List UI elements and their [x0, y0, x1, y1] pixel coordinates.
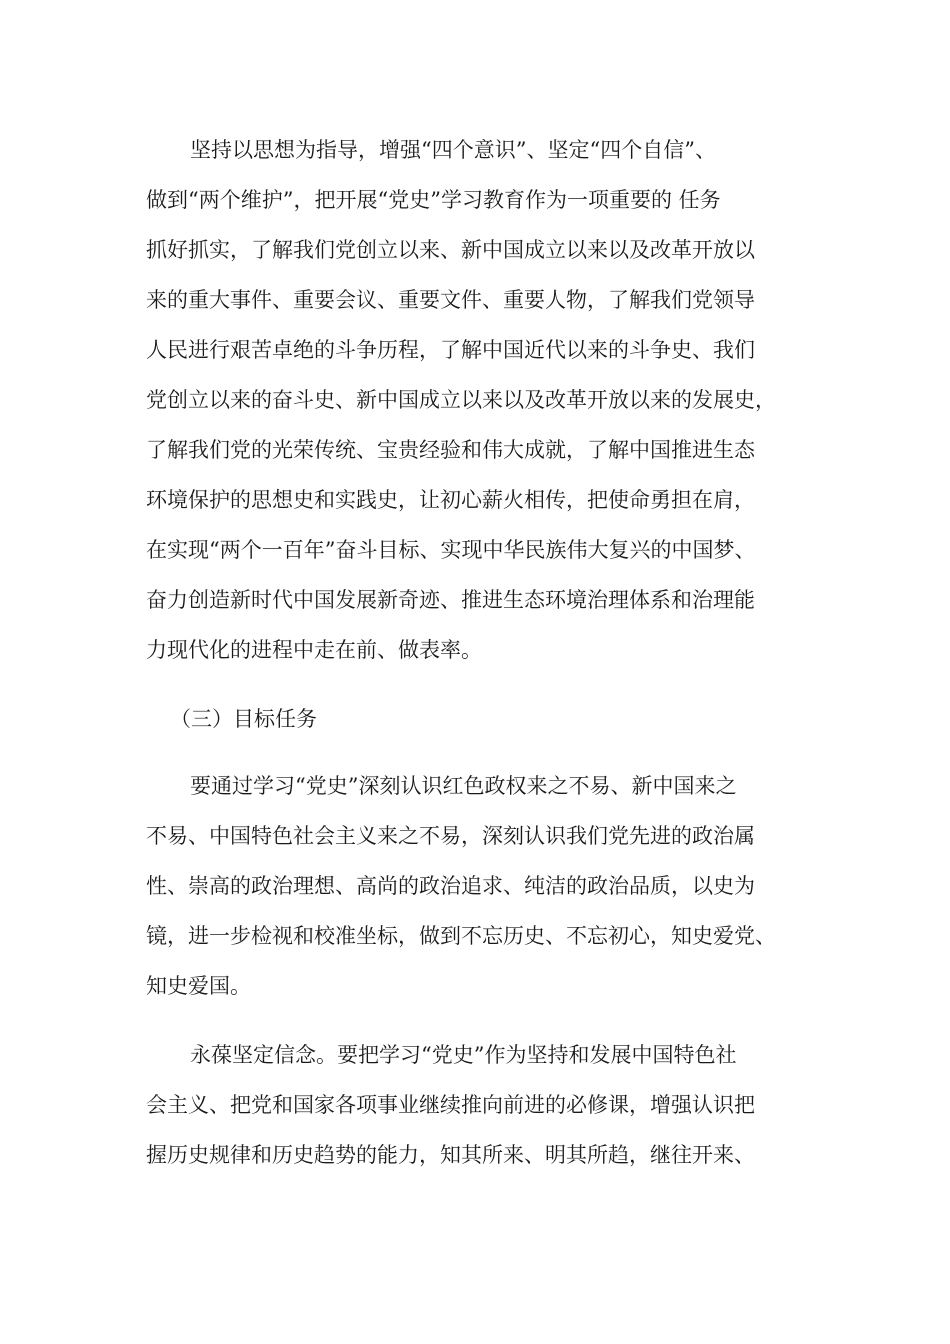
paragraph-2-line-4: 镜，进一步检视和校准坐标，做到不忘历史、不忘初心，知史爱党、: [146, 924, 776, 948]
paragraph-3-line-1: 永葆坚定信念。要把学习“党史”作为坚持和发展中国特色社: [190, 1043, 737, 1067]
paragraph-1-line-10: 奋力创造新时代中国发展新奇迹、推进生态环境治理体系和治理能: [146, 588, 755, 612]
paragraph-1-line-2: 做到“两个维护”，把开展“党史”学习教育作为一项重要的 任务: [146, 188, 721, 212]
paragraph-1-line-1: 坚持以思想为指导，增强“四个意识”、坚定“四个自信”、: [190, 138, 716, 162]
paragraph-1-line-7: 了解我们党的光荣传统、宝贵经验和伟大成就，了解中国推进生态: [146, 438, 755, 462]
paragraph-1-line-6: 党创立以来的奋斗史、新中国成立以来以及改革开放以来的发展史，: [146, 388, 776, 412]
paragraph-1-line-9: 在实现“两个一百年”奋斗目标、实现中华民族伟大复兴的中国梦、: [146, 538, 756, 562]
paragraph-1-line-8: 环境保护的思想史和实践史，让初心薪火相传，把使命勇担在肩，: [146, 488, 755, 512]
paragraph-2-line-5: 知史爱国。: [146, 974, 251, 998]
paragraph-2-line-3: 性、崇高的政治理想、高尚的政治追求、纯洁的政治品质，以史为: [146, 874, 755, 898]
paragraph-1-line-11: 力现代化的进程中走在前、做表率。: [146, 638, 482, 662]
paragraph-1-line-4: 来的重大事件、重要会议、重要文件、重要人物，了解我们党领导: [146, 288, 755, 312]
paragraph-3-line-2: 会主义、把党和国家各项事业继续推向前进的必修课，增强认识把: [146, 1093, 755, 1117]
paragraph-3-line-3: 握历史规律和历史趋势的能力，知其所来、明其所趋，继往开来、: [146, 1143, 755, 1167]
paragraph-1-line-3: 抓好抓实，了解我们党创立以来、新中国成立以来以及改革开放以: [146, 238, 755, 262]
paragraph-2-line-1: 要通过学习“党史”深刻认识红色政权来之不易、新中国来之: [190, 774, 737, 798]
paragraph-2-line-2: 不易、中国特色社会主义来之不易，深刻认识我们党先进的政治属: [146, 824, 755, 848]
section-heading: （三）目标任务: [170, 707, 317, 731]
paragraph-1-line-5: 人民进行艰苦卓绝的斗争历程，了解中国近代以来的斗争史、我们: [146, 338, 755, 362]
